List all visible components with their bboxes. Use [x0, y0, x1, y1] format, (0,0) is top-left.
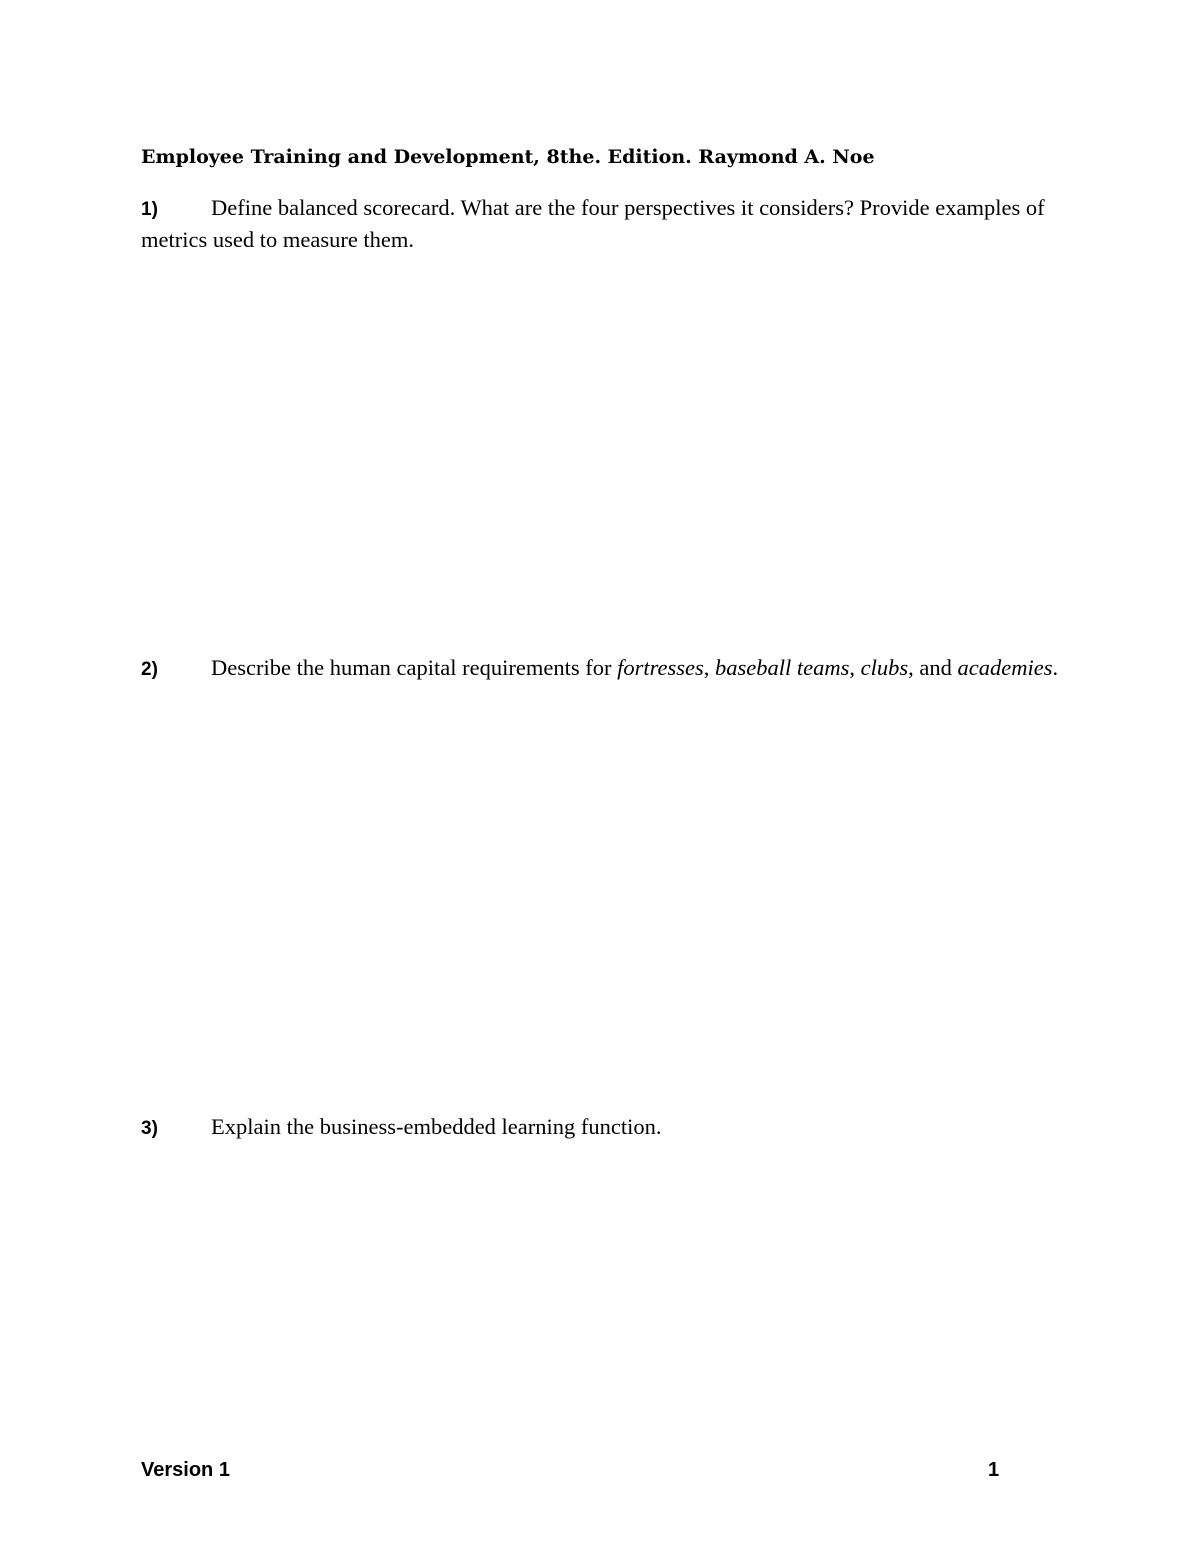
term-clubs: clubs: [860, 655, 909, 680]
separator: ,: [703, 655, 716, 680]
question-text: Define balanced scorecard. What are the four perspectives it considers? Provide examples of metrics used to measure them.: [141, 195, 1045, 252]
footer-page-number: 1: [988, 1459, 1000, 1481]
document-title: Employee Training and Development, 8the. Edition. Raymond A. Noe: [141, 146, 875, 168]
term-baseball-teams: baseball teams: [715, 655, 850, 680]
separator: , and: [908, 655, 958, 680]
question-text: Describe the human capital requirements for: [211, 655, 618, 680]
question-1: [141, 193, 1061, 255]
footer-version: Version 1: [141, 1459, 230, 1481]
question-number: 1): [141, 199, 158, 220]
question-2: [141, 653, 1061, 685]
term-academies: academies: [957, 655, 1053, 680]
question-end: .: [1052, 655, 1059, 680]
question-text: Explain the business-embedded learning function.: [211, 1114, 662, 1139]
question-number: 2): [141, 659, 158, 680]
question-number: 3): [141, 1118, 158, 1139]
question-3: [141, 1112, 1061, 1144]
term-fortresses: fortresses: [617, 655, 704, 680]
separator: ,: [849, 655, 861, 680]
